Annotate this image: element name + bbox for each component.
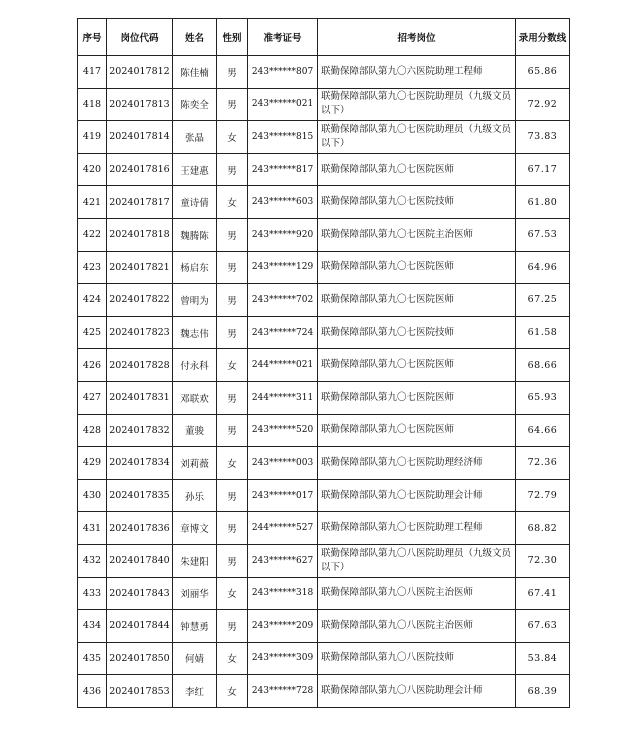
cell-name: 付永科 bbox=[173, 349, 217, 382]
cell-exam-no: 243******724 bbox=[248, 316, 318, 349]
cell-gender: 男 bbox=[217, 316, 248, 349]
cell-name: 童诗倩 bbox=[173, 186, 217, 219]
cell-post: 联勤保障部队第九〇七医院技师 bbox=[318, 316, 516, 349]
cell-exam-no: 243******920 bbox=[248, 218, 318, 251]
table-row bbox=[78, 447, 570, 480]
cell-exam-no: 243******129 bbox=[248, 251, 318, 284]
cell-name: 张晶 bbox=[173, 121, 217, 154]
cell-seq: 425 bbox=[78, 316, 107, 349]
cell-name: 魏腾陈 bbox=[173, 218, 217, 251]
cell-post: 联勤保障部队第九〇七医院医师 bbox=[318, 153, 516, 186]
cell-exam-no: 243******815 bbox=[248, 121, 318, 154]
table-row bbox=[78, 642, 570, 675]
cell-gender: 女 bbox=[217, 447, 248, 480]
cell-post-code: 2024017832 bbox=[107, 414, 173, 447]
cell-seq: 423 bbox=[78, 251, 107, 284]
cell-score: 72.36 bbox=[516, 447, 570, 480]
cell-score: 67.17 bbox=[516, 153, 570, 186]
cell-name: 章博文 bbox=[173, 512, 217, 545]
header-post: 招考岗位 bbox=[318, 19, 516, 56]
cell-gender: 男 bbox=[217, 88, 248, 121]
cell-score: 72.79 bbox=[516, 479, 570, 512]
cell-post-code: 2024017823 bbox=[107, 316, 173, 349]
cell-post-code: 2024017814 bbox=[107, 121, 173, 154]
table-row bbox=[78, 512, 570, 545]
cell-post: 联勤保障部队第九〇八医院助理会计师 bbox=[318, 675, 516, 708]
table-row bbox=[78, 153, 570, 186]
cell-post-code: 2024017821 bbox=[107, 251, 173, 284]
cell-post: 联勤保障部队第九〇七医院助理员（九级文员以下） bbox=[318, 121, 516, 154]
header-row bbox=[78, 19, 570, 56]
table-row bbox=[78, 186, 570, 219]
cell-seq: 435 bbox=[78, 642, 107, 675]
cell-post: 联勤保障部队第九〇七医院助理经济师 bbox=[318, 447, 516, 480]
cell-seq: 432 bbox=[78, 544, 107, 577]
table-row bbox=[78, 610, 570, 643]
header-post-code: 岗位代码 bbox=[107, 19, 173, 56]
table-row bbox=[78, 218, 570, 251]
cell-post: 联勤保障部队第九〇七医院医师 bbox=[318, 284, 516, 317]
cell-exam-no: 243******017 bbox=[248, 479, 318, 512]
cell-gender: 男 bbox=[217, 414, 248, 447]
cell-gender: 男 bbox=[217, 381, 248, 414]
cell-gender: 男 bbox=[217, 218, 248, 251]
header-exam-no: 准考证号 bbox=[248, 19, 318, 56]
table-row bbox=[78, 544, 570, 577]
cell-score: 65.93 bbox=[516, 381, 570, 414]
cell-score: 68.66 bbox=[516, 349, 570, 382]
cell-post: 联勤保障部队第九〇七医院助理员（九级文员以下） bbox=[318, 88, 516, 121]
table-row bbox=[78, 675, 570, 708]
cell-exam-no: 243******817 bbox=[248, 153, 318, 186]
cell-score: 68.82 bbox=[516, 512, 570, 545]
table-row bbox=[78, 284, 570, 317]
table-row bbox=[78, 479, 570, 512]
table-body bbox=[78, 56, 570, 708]
cell-gender: 女 bbox=[217, 675, 248, 708]
cell-seq: 429 bbox=[78, 447, 107, 480]
cell-post-code: 2024017844 bbox=[107, 610, 173, 643]
cell-post-code: 2024017817 bbox=[107, 186, 173, 219]
cell-post-code: 2024017818 bbox=[107, 218, 173, 251]
cell-seq: 417 bbox=[78, 56, 107, 89]
cell-seq: 420 bbox=[78, 153, 107, 186]
cell-post: 联勤保障部队第九〇八医院技师 bbox=[318, 642, 516, 675]
cell-exam-no: 244******527 bbox=[248, 512, 318, 545]
cell-name: 杨启东 bbox=[173, 251, 217, 284]
cell-exam-no: 243******702 bbox=[248, 284, 318, 317]
header-score: 录用分数线 bbox=[516, 19, 570, 56]
cell-post: 联勤保障部队第九〇八医院助理员（九级文员以下） bbox=[318, 544, 516, 577]
cell-post: 联勤保障部队第九〇六医院助理工程师 bbox=[318, 56, 516, 89]
cell-post-code: 2024017853 bbox=[107, 675, 173, 708]
cell-exam-no: 243******003 bbox=[248, 447, 318, 480]
cell-exam-no: 243******603 bbox=[248, 186, 318, 219]
cell-seq: 424 bbox=[78, 284, 107, 317]
cell-post: 联勤保障部队第九〇七医院主治医师 bbox=[318, 218, 516, 251]
cell-name: 陈佳楠 bbox=[173, 56, 217, 89]
cell-score: 72.30 bbox=[516, 544, 570, 577]
cell-gender: 女 bbox=[217, 186, 248, 219]
cell-gender: 女 bbox=[217, 577, 248, 610]
cell-name: 孙乐 bbox=[173, 479, 217, 512]
cell-post-code: 2024017843 bbox=[107, 577, 173, 610]
cell-score: 64.66 bbox=[516, 414, 570, 447]
cell-exam-no: 243******021 bbox=[248, 88, 318, 121]
cell-seq: 428 bbox=[78, 414, 107, 447]
cell-gender: 男 bbox=[217, 610, 248, 643]
table-row bbox=[78, 316, 570, 349]
cell-score: 72.92 bbox=[516, 88, 570, 121]
cell-post-code: 2024017812 bbox=[107, 56, 173, 89]
header-name: 姓名 bbox=[173, 19, 217, 56]
cell-exam-no: 243******318 bbox=[248, 577, 318, 610]
cell-post-code: 2024017835 bbox=[107, 479, 173, 512]
cell-seq: 418 bbox=[78, 88, 107, 121]
cell-gender: 男 bbox=[217, 544, 248, 577]
cell-score: 67.41 bbox=[516, 577, 570, 610]
cell-name: 李红 bbox=[173, 675, 217, 708]
cell-seq: 422 bbox=[78, 218, 107, 251]
cell-seq: 421 bbox=[78, 186, 107, 219]
admission-table bbox=[77, 18, 570, 708]
cell-post-code: 2024017850 bbox=[107, 642, 173, 675]
cell-gender: 男 bbox=[217, 56, 248, 89]
cell-seq: 430 bbox=[78, 479, 107, 512]
cell-post-code: 2024017831 bbox=[107, 381, 173, 414]
table-row bbox=[78, 121, 570, 154]
header-seq: 序号 bbox=[78, 19, 107, 56]
cell-name: 钟慧勇 bbox=[173, 610, 217, 643]
cell-gender: 男 bbox=[217, 251, 248, 284]
cell-exam-no: 243******520 bbox=[248, 414, 318, 447]
cell-score: 67.53 bbox=[516, 218, 570, 251]
table-row bbox=[78, 381, 570, 414]
cell-name: 朱建阳 bbox=[173, 544, 217, 577]
cell-exam-no: 243******728 bbox=[248, 675, 318, 708]
cell-post: 联勤保障部队第九〇七医院助理会计师 bbox=[318, 479, 516, 512]
cell-name: 刘丽华 bbox=[173, 577, 217, 610]
cell-post-code: 2024017834 bbox=[107, 447, 173, 480]
cell-exam-no: 243******209 bbox=[248, 610, 318, 643]
cell-post-code: 2024017813 bbox=[107, 88, 173, 121]
cell-gender: 男 bbox=[217, 479, 248, 512]
cell-score: 65.86 bbox=[516, 56, 570, 89]
table-row bbox=[78, 414, 570, 447]
cell-name: 何婧 bbox=[173, 642, 217, 675]
cell-gender: 女 bbox=[217, 121, 248, 154]
cell-seq: 434 bbox=[78, 610, 107, 643]
cell-name: 董骏 bbox=[173, 414, 217, 447]
cell-post: 联勤保障部队第九〇八医院主治医师 bbox=[318, 577, 516, 610]
cell-seq: 426 bbox=[78, 349, 107, 382]
cell-gender: 男 bbox=[217, 153, 248, 186]
cell-post-code: 2024017816 bbox=[107, 153, 173, 186]
cell-exam-no: 243******807 bbox=[248, 56, 318, 89]
cell-score: 67.25 bbox=[516, 284, 570, 317]
cell-post-code: 2024017836 bbox=[107, 512, 173, 545]
cell-post: 联勤保障部队第九〇七医院医师 bbox=[318, 349, 516, 382]
cell-gender: 女 bbox=[217, 642, 248, 675]
cell-name: 刘莉薇 bbox=[173, 447, 217, 480]
cell-seq: 433 bbox=[78, 577, 107, 610]
cell-seq: 431 bbox=[78, 512, 107, 545]
header-gender: 性别 bbox=[217, 19, 248, 56]
table-header bbox=[78, 19, 570, 56]
cell-name: 魏志伟 bbox=[173, 316, 217, 349]
cell-exam-no: 243******309 bbox=[248, 642, 318, 675]
cell-score: 67.63 bbox=[516, 610, 570, 643]
cell-score: 61.80 bbox=[516, 186, 570, 219]
table-row bbox=[78, 577, 570, 610]
cell-name: 邓联欢 bbox=[173, 381, 217, 414]
cell-gender: 男 bbox=[217, 512, 248, 545]
table-row bbox=[78, 56, 570, 89]
cell-score: 68.39 bbox=[516, 675, 570, 708]
cell-name: 王建惠 bbox=[173, 153, 217, 186]
cell-post: 联勤保障部队第九〇八医院主治医师 bbox=[318, 610, 516, 643]
cell-post-code: 2024017828 bbox=[107, 349, 173, 382]
cell-post-code: 2024017840 bbox=[107, 544, 173, 577]
cell-score: 53.84 bbox=[516, 642, 570, 675]
cell-gender: 女 bbox=[217, 349, 248, 382]
cell-exam-no: 244******311 bbox=[248, 381, 318, 414]
cell-exam-no: 243******627 bbox=[248, 544, 318, 577]
cell-post-code: 2024017822 bbox=[107, 284, 173, 317]
table-row bbox=[78, 251, 570, 284]
cell-seq: 436 bbox=[78, 675, 107, 708]
table-row bbox=[78, 88, 570, 121]
cell-post: 联勤保障部队第九〇七医院医师 bbox=[318, 414, 516, 447]
cell-score: 61.58 bbox=[516, 316, 570, 349]
cell-post: 联勤保障部队第九〇七医院技师 bbox=[318, 186, 516, 219]
cell-score: 64.96 bbox=[516, 251, 570, 284]
table-row bbox=[78, 349, 570, 382]
cell-post: 联勤保障部队第九〇七医院医师 bbox=[318, 251, 516, 284]
cell-seq: 427 bbox=[78, 381, 107, 414]
cell-post: 联勤保障部队第九〇七医院助理工程师 bbox=[318, 512, 516, 545]
cell-name: 陈奕全 bbox=[173, 88, 217, 121]
cell-exam-no: 244******021 bbox=[248, 349, 318, 382]
cell-score: 73.83 bbox=[516, 121, 570, 154]
cell-post: 联勤保障部队第九〇七医院医师 bbox=[318, 381, 516, 414]
cell-gender: 男 bbox=[217, 284, 248, 317]
cell-seq: 419 bbox=[78, 121, 107, 154]
cell-name: 曾明为 bbox=[173, 284, 217, 317]
